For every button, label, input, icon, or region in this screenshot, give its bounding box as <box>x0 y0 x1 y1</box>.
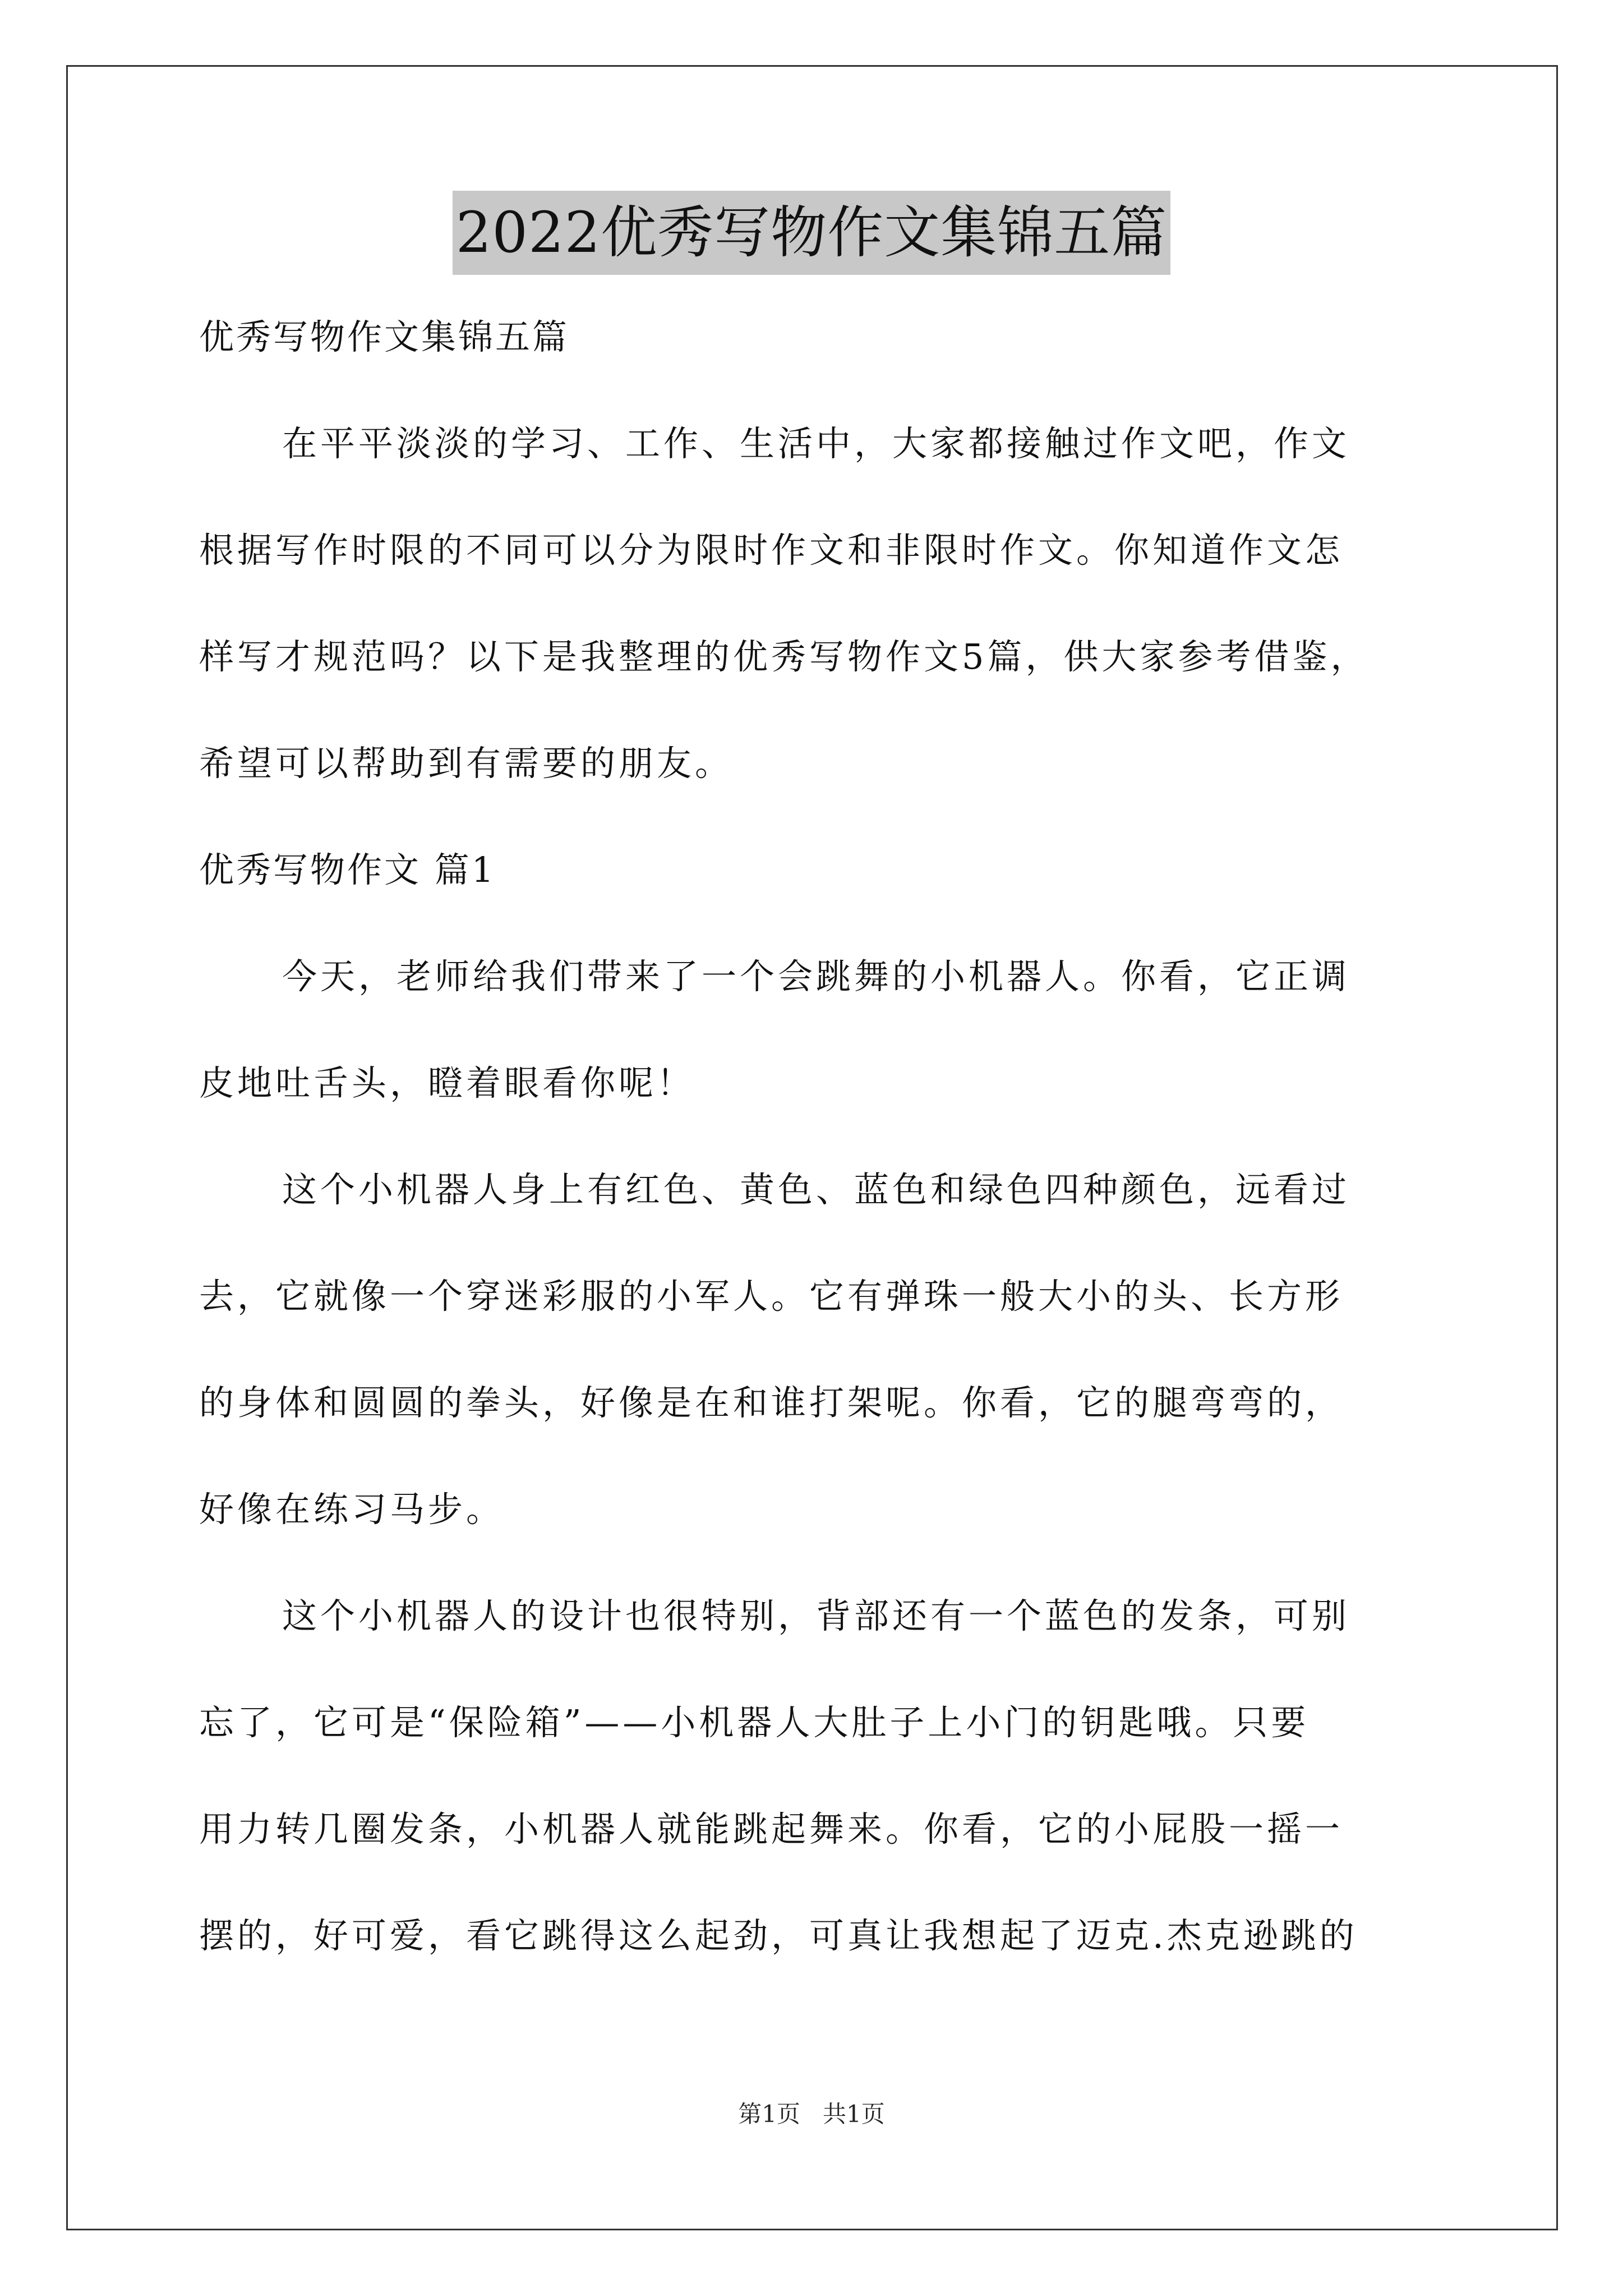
paragraph-line: 根据写作时限的不同可以分为限时作文和非限时作文。你知道作文怎 <box>199 530 1344 570</box>
paragraph-line: 好像在练习马步。 <box>199 1489 505 1530</box>
paragraph-line: 去，它就像一个穿迷彩服的小军人。它有弹珠一般大小的头、长方形 <box>199 1276 1344 1317</box>
page-number-current: 第1页 <box>738 2100 800 2128</box>
title-area <box>0 191 1623 275</box>
paragraph-line: 这个小机器人身上有红色、黄色、蓝色和绿色四种颜色，远看过 <box>282 1169 1350 1210</box>
paragraph-line: 今天，老师给我们带来了一个会跳舞的小机器人。你看，它正调 <box>282 956 1350 997</box>
paragraph-line: 这个小机器人的设计也很特别，背部还有一个蓝色的发条，可别 <box>282 1595 1350 1636</box>
paragraph-line: 样写才规范吗？以下是我整理的优秀写物作文5篇，供大家参考借鉴， <box>199 636 1369 677</box>
paragraph-line: 在平平淡淡的学习、工作、生活中，大家都接触过作文吧，作文 <box>282 423 1350 464</box>
document-body <box>199 316 1461 2025</box>
paragraph-line: 希望可以帮助到有需要的朋友。 <box>199 743 734 784</box>
page-number-total: 共1页 <box>823 2100 885 2128</box>
page-footer <box>0 2100 1623 2128</box>
document-title: 2022优秀写物作文集锦五篇 <box>453 191 1171 275</box>
subtitle-line: 优秀写物作文集锦五篇 <box>199 316 570 357</box>
paragraph-line: 忘了，它可是“保险箱”——小机器人大肚子上小门的钥匙哦。只要 <box>199 1702 1310 1743</box>
section-heading: 优秀写物作文 篇1 <box>199 849 496 890</box>
paragraph-line: 用力转几圈发条，小机器人就能跳起舞来。你看，它的小屁股一摇一 <box>199 1809 1344 1849</box>
paragraph-line: 的身体和圆圆的拳头，好像是在和谁打架呢。你看，它的腿弯弯的， <box>199 1382 1344 1423</box>
paragraph-line: 皮地吐舌头，瞪着眼看你呢！ <box>199 1062 695 1103</box>
paragraph-line: 摆的，好可爱，看它跳得这么起劲，可真让我想起了迈克.杰克逊跳的 <box>199 1915 1358 1956</box>
